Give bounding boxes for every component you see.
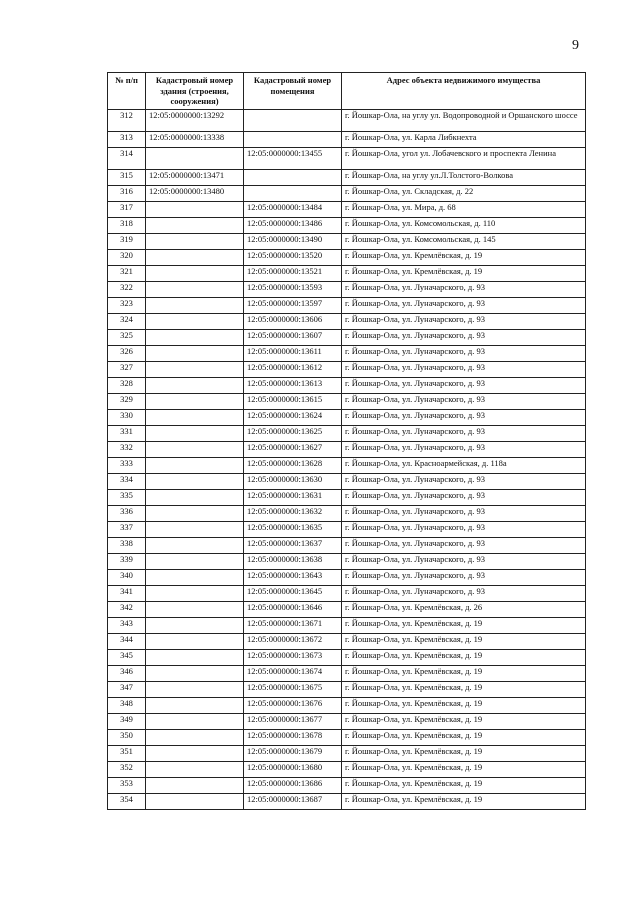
cell-address: г. Йошкар-Ола, ул. Кремлёвская, д. 19: [342, 665, 586, 681]
cell-address: г. Йошкар-Ола, ул. Кремлёвская, д. 19: [342, 681, 586, 697]
table-row: [108, 745, 586, 761]
cell-row-number: 320: [108, 249, 146, 265]
table-row: [108, 265, 586, 281]
table-row: [108, 649, 586, 665]
table-row: [108, 233, 586, 249]
cell-room-cadastral: 12:05:0000000:13593: [244, 281, 342, 297]
cell-row-number: 332: [108, 441, 146, 457]
cell-building-cadastral: [146, 361, 244, 377]
cell-building-cadastral: [146, 665, 244, 681]
cell-row-number: 353: [108, 777, 146, 793]
cell-address: г. Йошкар-Ола, ул. Кремлёвская, д. 19: [342, 777, 586, 793]
cell-room-cadastral: 12:05:0000000:13612: [244, 361, 342, 377]
table-row: [108, 777, 586, 793]
header-row-number: № п/п: [108, 73, 146, 110]
cell-room-cadastral: 12:05:0000000:13677: [244, 713, 342, 729]
table-row: [108, 147, 586, 169]
cell-address: г. Йошкар-Ола, ул. Луначарского, д. 93: [342, 345, 586, 361]
cell-building-cadastral: [146, 281, 244, 297]
cell-address: г. Йошкар-Ола, ул. Луначарского, д. 93: [342, 489, 586, 505]
cell-building-cadastral: [146, 409, 244, 425]
cell-address: г. Йошкар-Ола, ул. Красноармейская, д. 118а: [342, 457, 586, 473]
cell-room-cadastral: 12:05:0000000:13678: [244, 729, 342, 745]
cell-address: г. Йошкар-Ола, ул. Луначарского, д. 93: [342, 473, 586, 489]
cell-row-number: 350: [108, 729, 146, 745]
table-row: [108, 425, 586, 441]
cell-row-number: 351: [108, 745, 146, 761]
cell-row-number: 331: [108, 425, 146, 441]
page-number: 9: [572, 38, 579, 53]
cell-address: г. Йошкар-Ола, на углу ул.Л.Толстого-Волкова: [342, 169, 586, 185]
cell-building-cadastral: [146, 425, 244, 441]
cell-building-cadastral: 12:05:0000000:13471: [146, 169, 244, 185]
cell-row-number: 343: [108, 617, 146, 633]
cell-building-cadastral: [146, 649, 244, 665]
cell-building-cadastral: [146, 249, 244, 265]
cell-row-number: 318: [108, 217, 146, 233]
table-row: [108, 185, 586, 201]
table-row: [108, 553, 586, 569]
cell-building-cadastral: 12:05:0000000:13480: [146, 185, 244, 201]
cell-row-number: 315: [108, 169, 146, 185]
cell-room-cadastral: 12:05:0000000:13486: [244, 217, 342, 233]
table-row: [108, 345, 586, 361]
cell-row-number: 333: [108, 457, 146, 473]
cell-building-cadastral: [146, 147, 244, 169]
cell-building-cadastral: [146, 297, 244, 313]
cell-building-cadastral: [146, 265, 244, 281]
cell-building-cadastral: [146, 697, 244, 713]
cell-room-cadastral: 12:05:0000000:13613: [244, 377, 342, 393]
cell-address: г. Йошкар-Ола, ул. Луначарского, д. 93: [342, 521, 586, 537]
table-row: [108, 585, 586, 601]
cell-room-cadastral: 12:05:0000000:13687: [244, 793, 342, 809]
cell-building-cadastral: [146, 793, 244, 809]
header-building-cadastral: Кадастровый номер здания (строения, сооружения): [146, 73, 244, 110]
table-row: [108, 521, 586, 537]
table-row: [108, 377, 586, 393]
cell-address: г. Йошкар-Ола, ул. Луначарского, д. 93: [342, 393, 586, 409]
table-row: [108, 729, 586, 745]
cell-row-number: 321: [108, 265, 146, 281]
table-row: [108, 281, 586, 297]
cell-room-cadastral: 12:05:0000000:13638: [244, 553, 342, 569]
table-row: [108, 109, 586, 131]
cell-row-number: 344: [108, 633, 146, 649]
table-row: [108, 457, 586, 473]
cell-building-cadastral: [146, 617, 244, 633]
cell-room-cadastral: 12:05:0000000:13676: [244, 697, 342, 713]
cell-row-number: 336: [108, 505, 146, 521]
cell-address: г. Йошкар-Ола, ул. Кремлёвская, д. 19: [342, 265, 586, 281]
cell-room-cadastral: 12:05:0000000:13597: [244, 297, 342, 313]
table-row: [108, 489, 586, 505]
table-row: [108, 409, 586, 425]
table-body: [108, 109, 586, 809]
cell-address: г. Йошкар-Ола, ул. Кремлёвская, д. 19: [342, 745, 586, 761]
cell-room-cadastral: 12:05:0000000:13643: [244, 569, 342, 585]
cell-row-number: 354: [108, 793, 146, 809]
table-row: [108, 441, 586, 457]
cell-address: г. Йошкар-Ола, ул. Луначарского, д. 93: [342, 505, 586, 521]
cell-room-cadastral: 12:05:0000000:13632: [244, 505, 342, 521]
cell-address: г. Йошкар-Ола, ул. Луначарского, д. 93: [342, 281, 586, 297]
cell-building-cadastral: 12:05:0000000:13338: [146, 131, 244, 147]
table-row: [108, 297, 586, 313]
table-row: [108, 569, 586, 585]
table-header-row: [108, 73, 586, 110]
cell-address: г. Йошкар-Ола, ул. Кремлёвская, д. 19: [342, 793, 586, 809]
table-row: [108, 313, 586, 329]
cell-address: г. Йошкар-Ола, ул. Комсомольская, д. 145: [342, 233, 586, 249]
cell-address: г. Йошкар-Ола, ул. Луначарского, д. 93: [342, 361, 586, 377]
cell-address: г. Йошкар-Ола, ул. Складская, д. 22: [342, 185, 586, 201]
table-row: [108, 537, 586, 553]
cell-address: г. Йошкар-Ола, ул. Луначарского, д. 93: [342, 569, 586, 585]
cell-room-cadastral: 12:05:0000000:13637: [244, 537, 342, 553]
cell-room-cadastral: 12:05:0000000:13646: [244, 601, 342, 617]
cell-room-cadastral: 12:05:0000000:13635: [244, 521, 342, 537]
cell-room-cadastral: 12:05:0000000:13686: [244, 777, 342, 793]
cell-address: г. Йошкар-Ола, ул. Кремлёвская, д. 26: [342, 601, 586, 617]
cell-building-cadastral: [146, 537, 244, 553]
cell-room-cadastral: 12:05:0000000:13627: [244, 441, 342, 457]
cell-room-cadastral: 12:05:0000000:13630: [244, 473, 342, 489]
table-row: [108, 249, 586, 265]
cell-building-cadastral: [146, 585, 244, 601]
cell-address: г. Йошкар-Ола, ул. Луначарского, д. 93: [342, 441, 586, 457]
table-row: [108, 169, 586, 185]
cell-room-cadastral: 12:05:0000000:13624: [244, 409, 342, 425]
cell-row-number: 348: [108, 697, 146, 713]
cell-building-cadastral: [146, 729, 244, 745]
cell-address: г. Йошкар-Ола, ул. Луначарского, д. 93: [342, 297, 586, 313]
cell-room-cadastral: 12:05:0000000:13606: [244, 313, 342, 329]
cell-address: г. Йошкар-Ола, ул. Луначарского, д. 93: [342, 409, 586, 425]
cell-row-number: 335: [108, 489, 146, 505]
cell-row-number: 322: [108, 281, 146, 297]
table-row: [108, 393, 586, 409]
cell-room-cadastral: 12:05:0000000:13680: [244, 761, 342, 777]
cell-building-cadastral: 12:05:0000000:13292: [146, 109, 244, 131]
cell-room-cadastral: [244, 131, 342, 147]
table-row: [108, 361, 586, 377]
cell-address: г. Йошкар-Ола, ул. Кремлёвская, д. 19: [342, 249, 586, 265]
table-row: [108, 617, 586, 633]
cell-room-cadastral: 12:05:0000000:13675: [244, 681, 342, 697]
cell-building-cadastral: [146, 377, 244, 393]
cell-room-cadastral: 12:05:0000000:13484: [244, 201, 342, 217]
cell-row-number: 312: [108, 109, 146, 131]
cell-address: г. Йошкар-Ола, ул. Мира, д. 68: [342, 201, 586, 217]
table-row: [108, 697, 586, 713]
cell-address: г. Йошкар-Ола, ул. Луначарского, д. 93: [342, 425, 586, 441]
table-row: [108, 713, 586, 729]
table-row: [108, 633, 586, 649]
cell-building-cadastral: [146, 329, 244, 345]
cell-row-number: 327: [108, 361, 146, 377]
cell-address: г. Йошкар-Ола, ул. Луначарского, д. 93: [342, 313, 586, 329]
cell-address: г. Йошкар-Ола, ул. Кремлёвская, д. 19: [342, 713, 586, 729]
cell-row-number: 342: [108, 601, 146, 617]
property-registry-table: [107, 72, 586, 810]
cell-address: г. Йошкар-Ола, ул. Кремлёвская, д. 19: [342, 649, 586, 665]
cell-row-number: 314: [108, 147, 146, 169]
cell-row-number: 329: [108, 393, 146, 409]
cell-building-cadastral: [146, 681, 244, 697]
cell-row-number: 325: [108, 329, 146, 345]
cell-row-number: 313: [108, 131, 146, 147]
cell-building-cadastral: [146, 521, 244, 537]
cell-room-cadastral: 12:05:0000000:13679: [244, 745, 342, 761]
header-room-cadastral: Кадастровый номер помещения: [244, 73, 342, 110]
cell-room-cadastral: 12:05:0000000:13455: [244, 147, 342, 169]
cell-row-number: 341: [108, 585, 146, 601]
cell-address: г. Йошкар-Ола, ул. Луначарского, д. 93: [342, 377, 586, 393]
header-address: Адрес объекта недвижимого имущества: [342, 73, 586, 110]
cell-row-number: 352: [108, 761, 146, 777]
cell-room-cadastral: 12:05:0000000:13625: [244, 425, 342, 441]
cell-building-cadastral: [146, 441, 244, 457]
cell-address: г. Йошкар-Ола, ул. Кремлёвская, д. 19: [342, 697, 586, 713]
cell-room-cadastral: 12:05:0000000:13628: [244, 457, 342, 473]
cell-building-cadastral: [146, 489, 244, 505]
table-row: [108, 793, 586, 809]
cell-address: г. Йошкар-Ола, ул. Луначарского, д. 93: [342, 537, 586, 553]
cell-address: г. Йошкар-Ола, ул. Кремлёвская, д. 19: [342, 633, 586, 649]
cell-building-cadastral: [146, 713, 244, 729]
cell-row-number: 316: [108, 185, 146, 201]
cell-room-cadastral: 12:05:0000000:13615: [244, 393, 342, 409]
cell-room-cadastral: 12:05:0000000:13645: [244, 585, 342, 601]
cell-room-cadastral: 12:05:0000000:13521: [244, 265, 342, 281]
table-row: [108, 601, 586, 617]
cell-building-cadastral: [146, 393, 244, 409]
cell-room-cadastral: [244, 109, 342, 131]
cell-address: г. Йошкар-Ола, ул. Кремлёвская, д. 19: [342, 729, 586, 745]
cell-building-cadastral: [146, 777, 244, 793]
cell-building-cadastral: [146, 761, 244, 777]
cell-address: г. Йошкар-Ола, на углу ул. Водопроводной и Оршанского шоссе: [342, 109, 586, 131]
table-row: [108, 131, 586, 147]
table-row: [108, 329, 586, 345]
cell-building-cadastral: [146, 473, 244, 489]
cell-row-number: 324: [108, 313, 146, 329]
cell-address: г. Йошкар-Ола, ул. Луначарского, д. 93: [342, 329, 586, 345]
cell-row-number: 340: [108, 569, 146, 585]
cell-room-cadastral: 12:05:0000000:13674: [244, 665, 342, 681]
cell-building-cadastral: [146, 553, 244, 569]
cell-row-number: 337: [108, 521, 146, 537]
cell-room-cadastral: 12:05:0000000:13671: [244, 617, 342, 633]
cell-address: г. Йошкар-Ола, ул. Луначарского, д. 93: [342, 553, 586, 569]
cell-building-cadastral: [146, 201, 244, 217]
cell-building-cadastral: [146, 601, 244, 617]
cell-building-cadastral: [146, 217, 244, 233]
cell-row-number: 346: [108, 665, 146, 681]
cell-room-cadastral: 12:05:0000000:13607: [244, 329, 342, 345]
cell-building-cadastral: [146, 233, 244, 249]
table-row: [108, 505, 586, 521]
table-row: [108, 665, 586, 681]
cell-row-number: 317: [108, 201, 146, 217]
cell-address: г. Йошкар-Ола, ул. Комсомольская, д. 110: [342, 217, 586, 233]
cell-row-number: 328: [108, 377, 146, 393]
cell-room-cadastral: 12:05:0000000:13672: [244, 633, 342, 649]
table-row: [108, 761, 586, 777]
cell-row-number: 345: [108, 649, 146, 665]
cell-row-number: 347: [108, 681, 146, 697]
cell-address: г. Йошкар-Ола, ул. Кремлёвская, д. 19: [342, 761, 586, 777]
cell-row-number: 338: [108, 537, 146, 553]
cell-row-number: 339: [108, 553, 146, 569]
cell-building-cadastral: [146, 345, 244, 361]
table-row: [108, 217, 586, 233]
cell-building-cadastral: [146, 505, 244, 521]
cell-room-cadastral: 12:05:0000000:13490: [244, 233, 342, 249]
cell-room-cadastral: [244, 169, 342, 185]
cell-building-cadastral: [146, 313, 244, 329]
table-row: [108, 473, 586, 489]
cell-room-cadastral: 12:05:0000000:13673: [244, 649, 342, 665]
cell-room-cadastral: 12:05:0000000:13611: [244, 345, 342, 361]
cell-row-number: 323: [108, 297, 146, 313]
table-row: [108, 681, 586, 697]
cell-row-number: 319: [108, 233, 146, 249]
cell-room-cadastral: [244, 185, 342, 201]
cell-building-cadastral: [146, 745, 244, 761]
cell-row-number: 326: [108, 345, 146, 361]
cell-address: г. Йошкар-Ола, ул. Кремлёвская, д. 19: [342, 617, 586, 633]
cell-address: г. Йошкар-Ола, угол ул. Лобачевского и проспекта Ленина: [342, 147, 586, 169]
cell-row-number: 330: [108, 409, 146, 425]
cell-row-number: 334: [108, 473, 146, 489]
table-row: [108, 201, 586, 217]
cell-building-cadastral: [146, 569, 244, 585]
cell-address: г. Йошкар-Ола, ул. Карла Либкнехта: [342, 131, 586, 147]
cell-building-cadastral: [146, 633, 244, 649]
cell-address: г. Йошкар-Ола, ул. Луначарского, д. 93: [342, 585, 586, 601]
cell-room-cadastral: 12:05:0000000:13520: [244, 249, 342, 265]
cell-building-cadastral: [146, 457, 244, 473]
cell-room-cadastral: 12:05:0000000:13631: [244, 489, 342, 505]
cell-row-number: 349: [108, 713, 146, 729]
